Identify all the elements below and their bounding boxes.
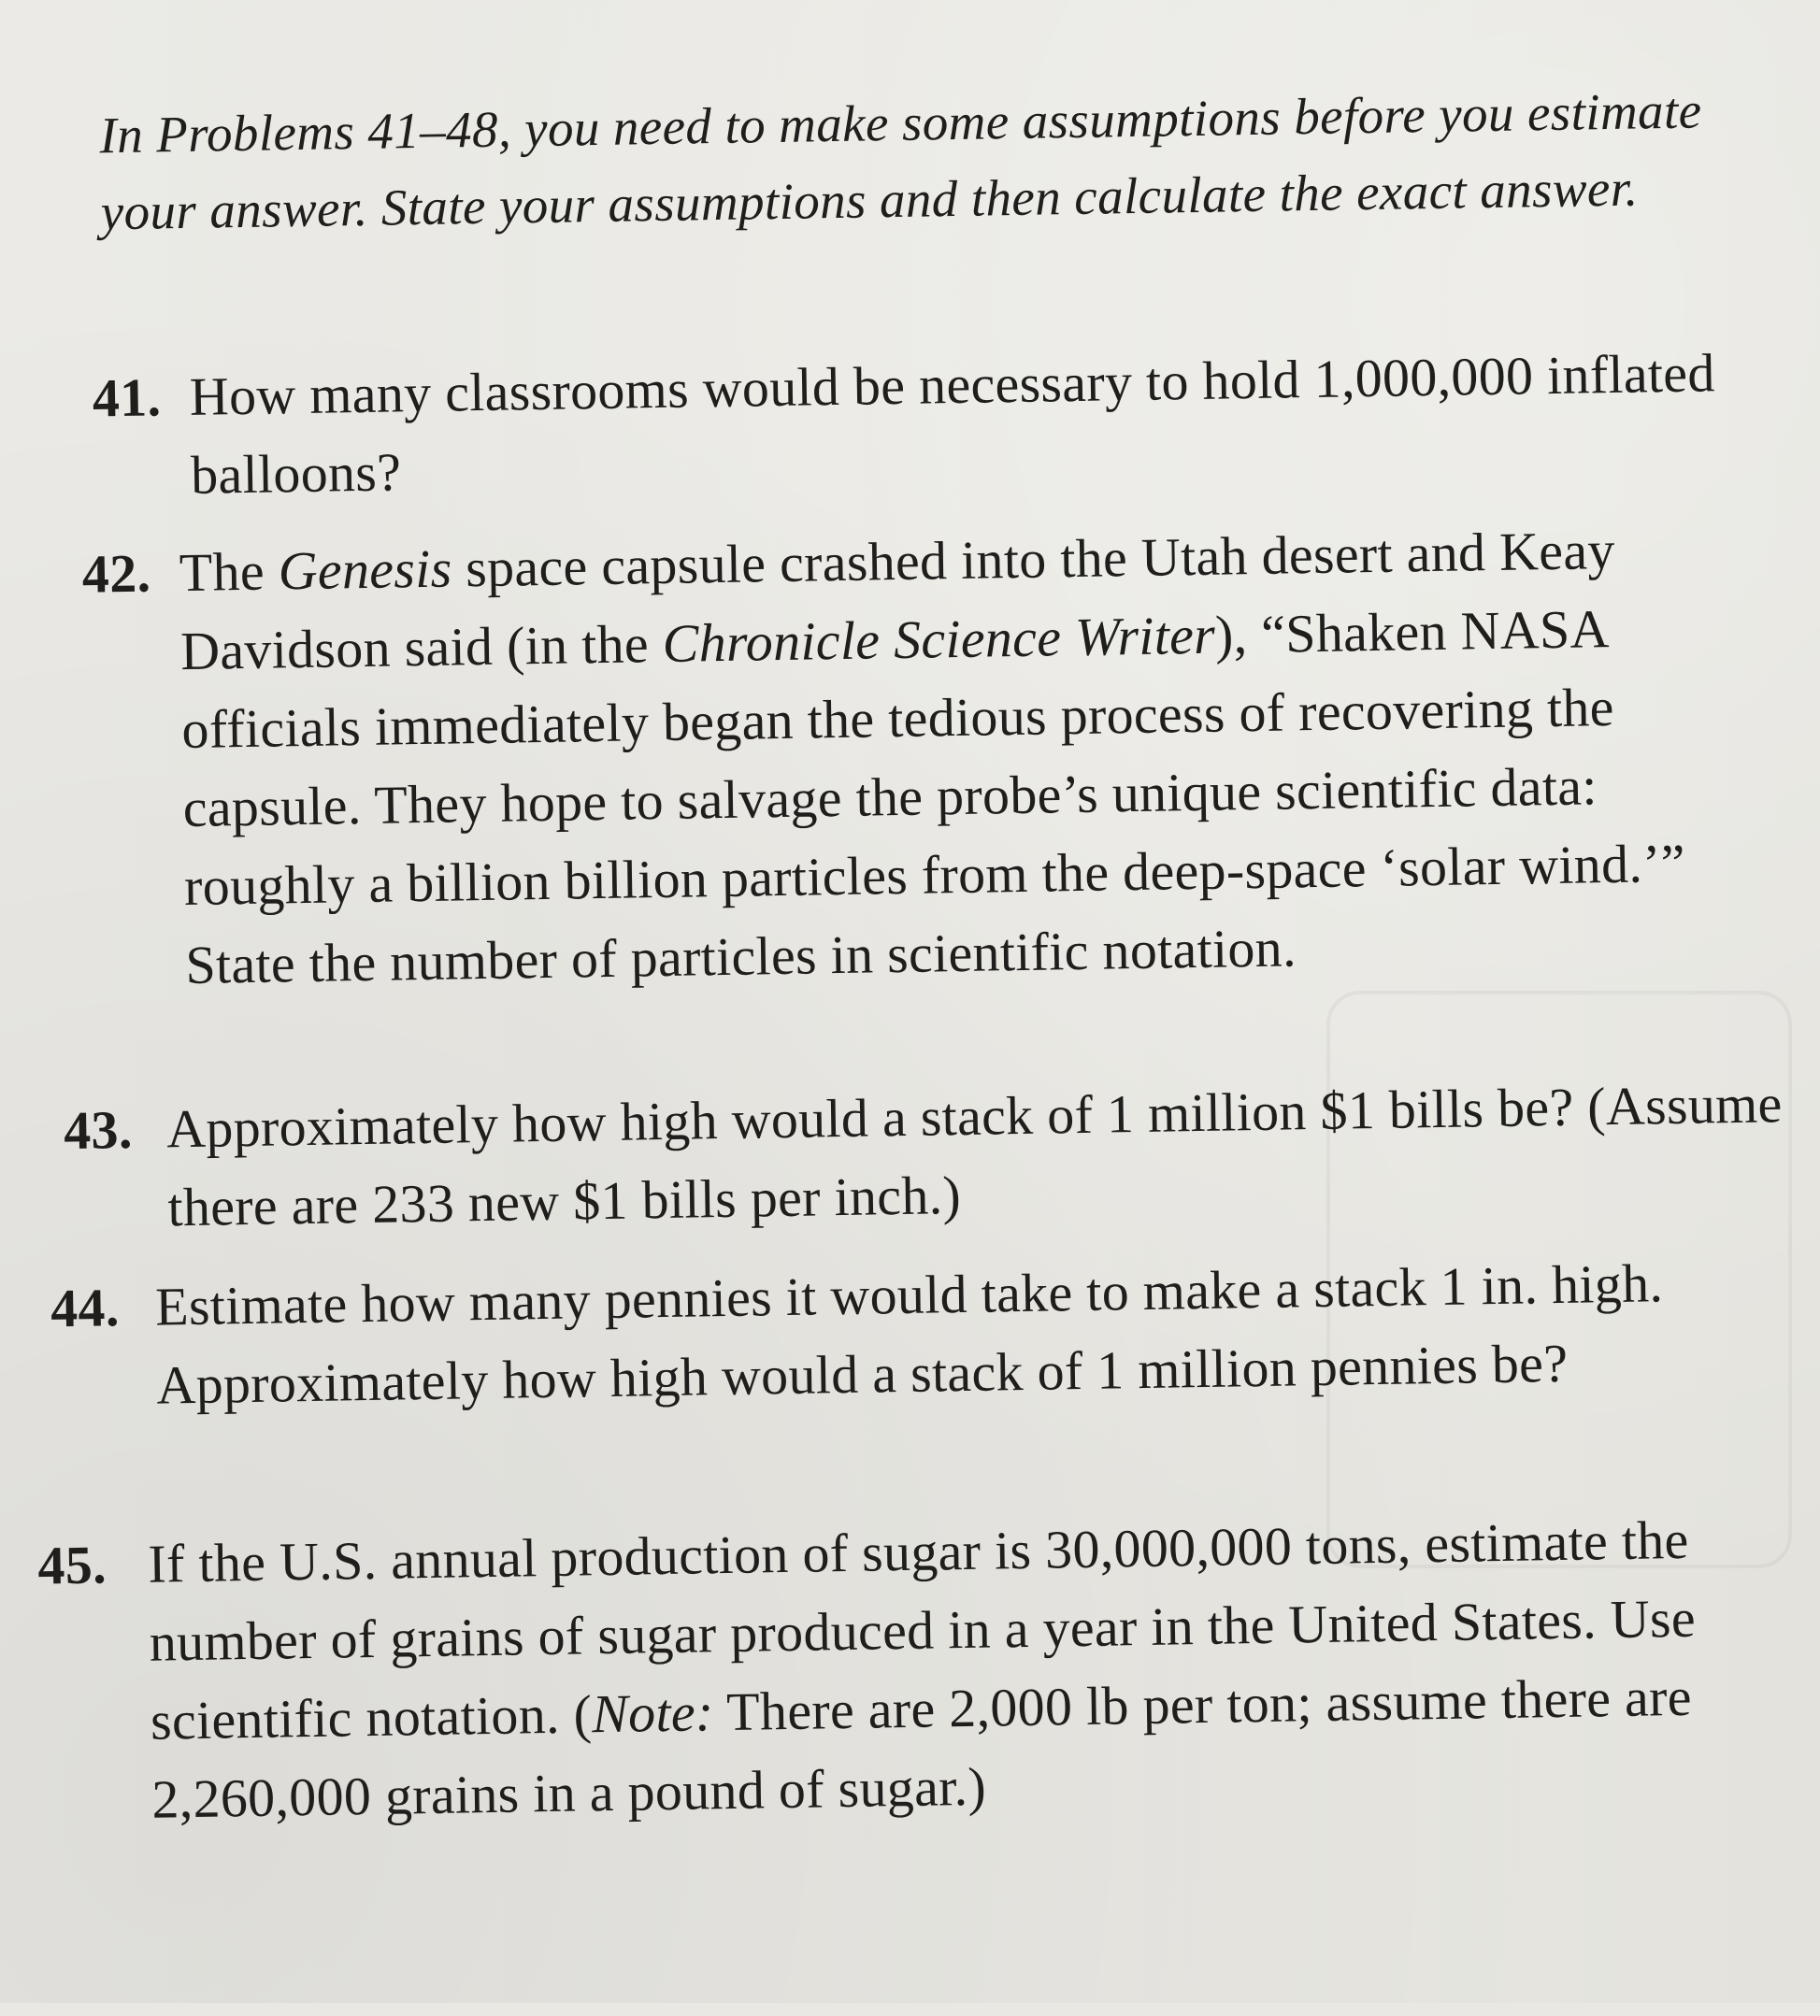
problem-text-start: If the U.S. annual production of sugar is 30,000,000 tons, estimate the number of grains of sugar produced in a year in the United States. Use scientific notation. ( [147,1508,1697,1751]
note-label: Note: [591,1681,714,1745]
publication-name: Chronicle Science Writer [662,604,1216,674]
problem-text: Approximately how high would a stack of 1 million $1 bills be? (Assume there are 233 new $1 bills per inch.) [165,1073,1784,1238]
problem-number: 44. [50,1277,121,1339]
problem-number: 41. [92,366,162,429]
problem-text [179,509,1756,1005]
capsule-name: Genesis [278,537,452,602]
problem-45 [36,1499,1779,1838]
problem-text [148,1499,1779,1838]
problem-44 [50,1242,1802,1425]
problem-43 [63,1065,1785,1247]
problem-text-end: ), “Shaken NASA officials immediately began the tedious process of recovering the capsule. They hope to salvage the probe’s unique scientific data: roughly a billion billion particles from the deep-space ‘solar wind.’” State the number of particles in scientific notation. [180,598,1686,996]
problem-number: 45. [36,1534,107,1596]
section-instructions: In Problems 41–48, you need to make some assumptions before you estimate your answer. State your assumptions and then calculate the exact answer. [98,81,1702,241]
problem-42 [81,509,1756,1005]
problem-text-middle: space capsule crashed into the Utah desert and Keay Davidson said (in the [179,519,1616,682]
problem-text-start: The [179,540,279,604]
problem-41 [92,334,1742,515]
problem-text-end: There are 2,000 lb per ton; assume there are 2,260,000 grains in a pound of sugar.) [150,1666,1693,1830]
problem-text: How many classrooms would be necessary to hold 1,000,000 inflated balloons? [189,342,1716,506]
problem-number: 43. [63,1098,134,1162]
problem-number: 42. [81,542,151,605]
problem-text: Estimate how many pennies it would take to make a stack 1 in. high. Approximately how high would a stack of 1 million pennies be? [154,1252,1664,1416]
